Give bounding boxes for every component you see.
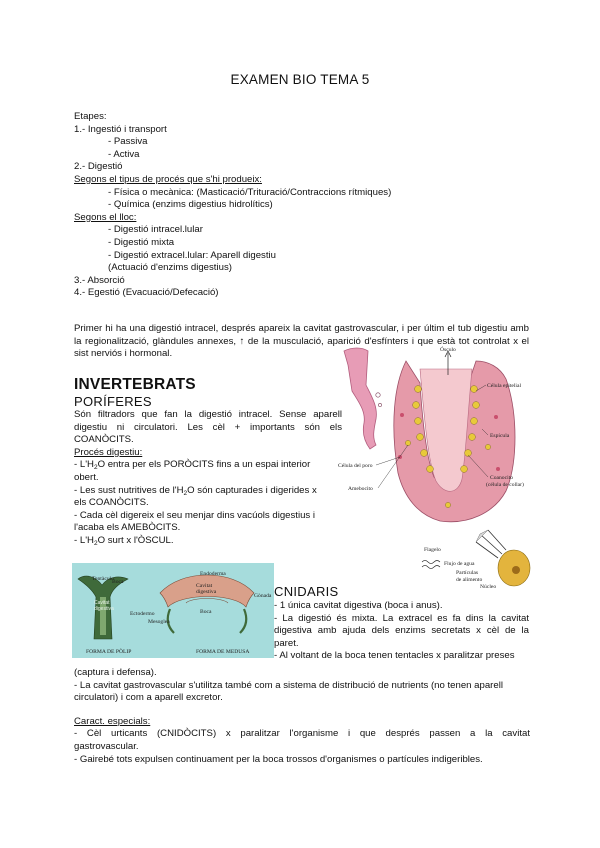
invertebrats-heading: INVERTEBRATS [74, 376, 196, 393]
label-tentaculo: Tentàculo [92, 576, 114, 582]
cnidaris-text [274, 600, 529, 663]
proces-2a-sub: 2 [183, 489, 188, 497]
proces-heading: Procés digestiu: [74, 446, 143, 458]
proces-2a-post: O són capturades i digerides x [187, 484, 317, 496]
cnidaris-1: - 1 única cavitat digestiva (boca i anus). [274, 600, 443, 611]
porifers-desc-2: digestiu ni circulatori. Les cèl + importants són els [74, 421, 342, 433]
cnidaris-heading: CNIDARIS [274, 584, 339, 599]
porifers-heading: PORÍFERES [74, 394, 152, 409]
lloc-3b: (Actuació d'enzims digestius) [108, 262, 232, 274]
label-gonada: Gònada [254, 593, 272, 599]
cnidaris-2b: digestiva amb ajuda dels enzims secretats x cèl de la [274, 625, 529, 637]
label-forma-medusa: FORMA DE MEDUSA [196, 649, 250, 655]
label-flujo: Flujo de agua [444, 561, 475, 567]
cnidaris-2a: - La digestió és mixta. La extracel es fa dins la cavitat [274, 612, 529, 624]
proces-3a: - Cada cèl digereix el seu menjar dins vacúols digestius i [74, 509, 316, 521]
caract-1a: - Cèl urticants (CNIDÒCITS) x paralitzar l'organisme i que després passen a la cavitat [74, 728, 530, 740]
porifers-desc-3: COANÒCITS. [74, 434, 134, 446]
caract-2: - Gairebé tots expulsen continuament per la boca trossos d'organismes o partícules indigeribles. [74, 753, 483, 765]
proces-4-sub: 2 [93, 539, 98, 547]
label-cavitat-left-2: digestiva [94, 606, 114, 612]
etapes-heading: Etapes: [74, 111, 107, 122]
proces-1a-pre: - L'H [74, 459, 94, 471]
proces-2a [74, 485, 342, 498]
porifers-text [74, 409, 342, 548]
step-2: 2.- Digestió [74, 161, 123, 173]
label-mesoglea: Mesoglea [148, 619, 170, 625]
tipus-heading: Segons el tipus de procés que s'hi produeix: [74, 173, 262, 185]
label-cavitat-right-1: Cavitat [196, 583, 213, 589]
proces-2a-pre: - Les sust nutritives de l'H [74, 484, 184, 496]
lloc-1: - Digestió intracel.lular [108, 224, 203, 236]
caract-heading: Caract. especials: [74, 715, 151, 727]
cnidaris-continued [74, 667, 530, 766]
label-cavitat-right-2: digestiva [196, 589, 217, 595]
step-1b: - Activa [108, 148, 140, 160]
label-coanocito-1: Coanocito [490, 475, 513, 481]
label-amebocito: Amebocito [348, 486, 373, 492]
cnidaris-3a: - Al voltant de la boca tenen tentacles x paralitzar preses [274, 650, 515, 662]
label-espicula: Espícula [490, 433, 510, 439]
proces-3b: l'acaba els AMEBÒCITS. [74, 522, 181, 534]
label-particulas-1: Partículas [456, 570, 479, 576]
porifers-desc-1: Són filtradors que fan la digestió intracel. Sense aparell [74, 409, 342, 420]
label-coanocito-2: (célula de collar) [486, 482, 524, 488]
label-nucleo: Núcleo [480, 584, 497, 590]
proces-1b: obert. [74, 471, 99, 483]
label-cavitat-left-1: Cavitat [94, 600, 110, 606]
step-1a: - Passiva [108, 136, 148, 148]
label-boca-right: Boca [200, 609, 212, 615]
lloc-heading: Segons el lloc: [74, 211, 137, 223]
label-osculo: Ósculo [440, 347, 456, 353]
lloc-2: - Digestió mixta [108, 236, 175, 248]
label-boca-left: Boca [112, 579, 124, 585]
step-1: 1.- Ingestió i transport [74, 123, 167, 135]
cnidaris-4a: - La cavitat gastrovascular s'utilitza també com a sistema de distribució de nutrients (no tenen aparell [74, 679, 503, 691]
label-flagelo: Flagelo [424, 547, 441, 553]
proces-4-post: O surt x l'ÒSCUL. [97, 534, 174, 546]
cnidaris-4b: circulatori) i com a aparell excretor. [74, 692, 223, 704]
intro-paragraph: Primer hi ha una digestió intracel, després apareix la cavitat gastrovascular, i per últim el tub digestiu amb la regionalització, glàndules annexes, ↑ de la musculació, aparició d'esfínters i que està tot controlat x el sist nerviós i hormonal. [74, 323, 529, 360]
step-4: 4.- Egestió (Evacuació/Defecació) [74, 287, 219, 299]
proces-1a-post: O entra per els PORÒCITS fins a un espai interior [97, 459, 311, 471]
sponge-tube-icon [344, 348, 382, 449]
proces-4 [74, 535, 342, 548]
proces-1a-sub: 2 [93, 464, 98, 472]
label-celula-epitelial: Célula epitelial [487, 383, 522, 389]
label-forma-polip: FORMA DE PÒLIP [86, 649, 132, 655]
choanocyte-cell-icon [476, 530, 530, 586]
lloc-3: - Digestió extracel.lular: Aparell digestiu [108, 249, 276, 261]
etapes-section [74, 111, 391, 300]
proces-2b: els COANÒCITS. [74, 497, 149, 509]
tipus-2: - Química (enzims digestius hidrolítics) [108, 199, 273, 211]
label-ectodermo: Ectodermo [130, 611, 155, 617]
page-title: EXAMEN BIO TEMA 5 [230, 72, 370, 87]
sponge-diagram [338, 345, 530, 535]
caract-1b: gastrovascular. [74, 740, 139, 752]
label-endoderma: Endoderma [200, 571, 226, 577]
label-celula-poro: Célula del poro [338, 463, 373, 469]
cnidaria-diagram [72, 563, 274, 658]
label-particulas-2: de alimento [456, 577, 483, 583]
cnidaris-3b: (captura i defensa). [74, 667, 157, 678]
proces-1a [74, 459, 342, 472]
cnidaris-2c: paret. [274, 637, 299, 649]
tipus-1: - Física o mecànica: (Masticació/Trituració/Contraccions rítmiques) [108, 186, 392, 198]
step-3: 3.- Absorció [74, 274, 125, 286]
proces-4-pre: - L'H [74, 534, 94, 546]
flow-wave-icon [422, 561, 440, 569]
choanocyte-diagram [418, 528, 532, 590]
